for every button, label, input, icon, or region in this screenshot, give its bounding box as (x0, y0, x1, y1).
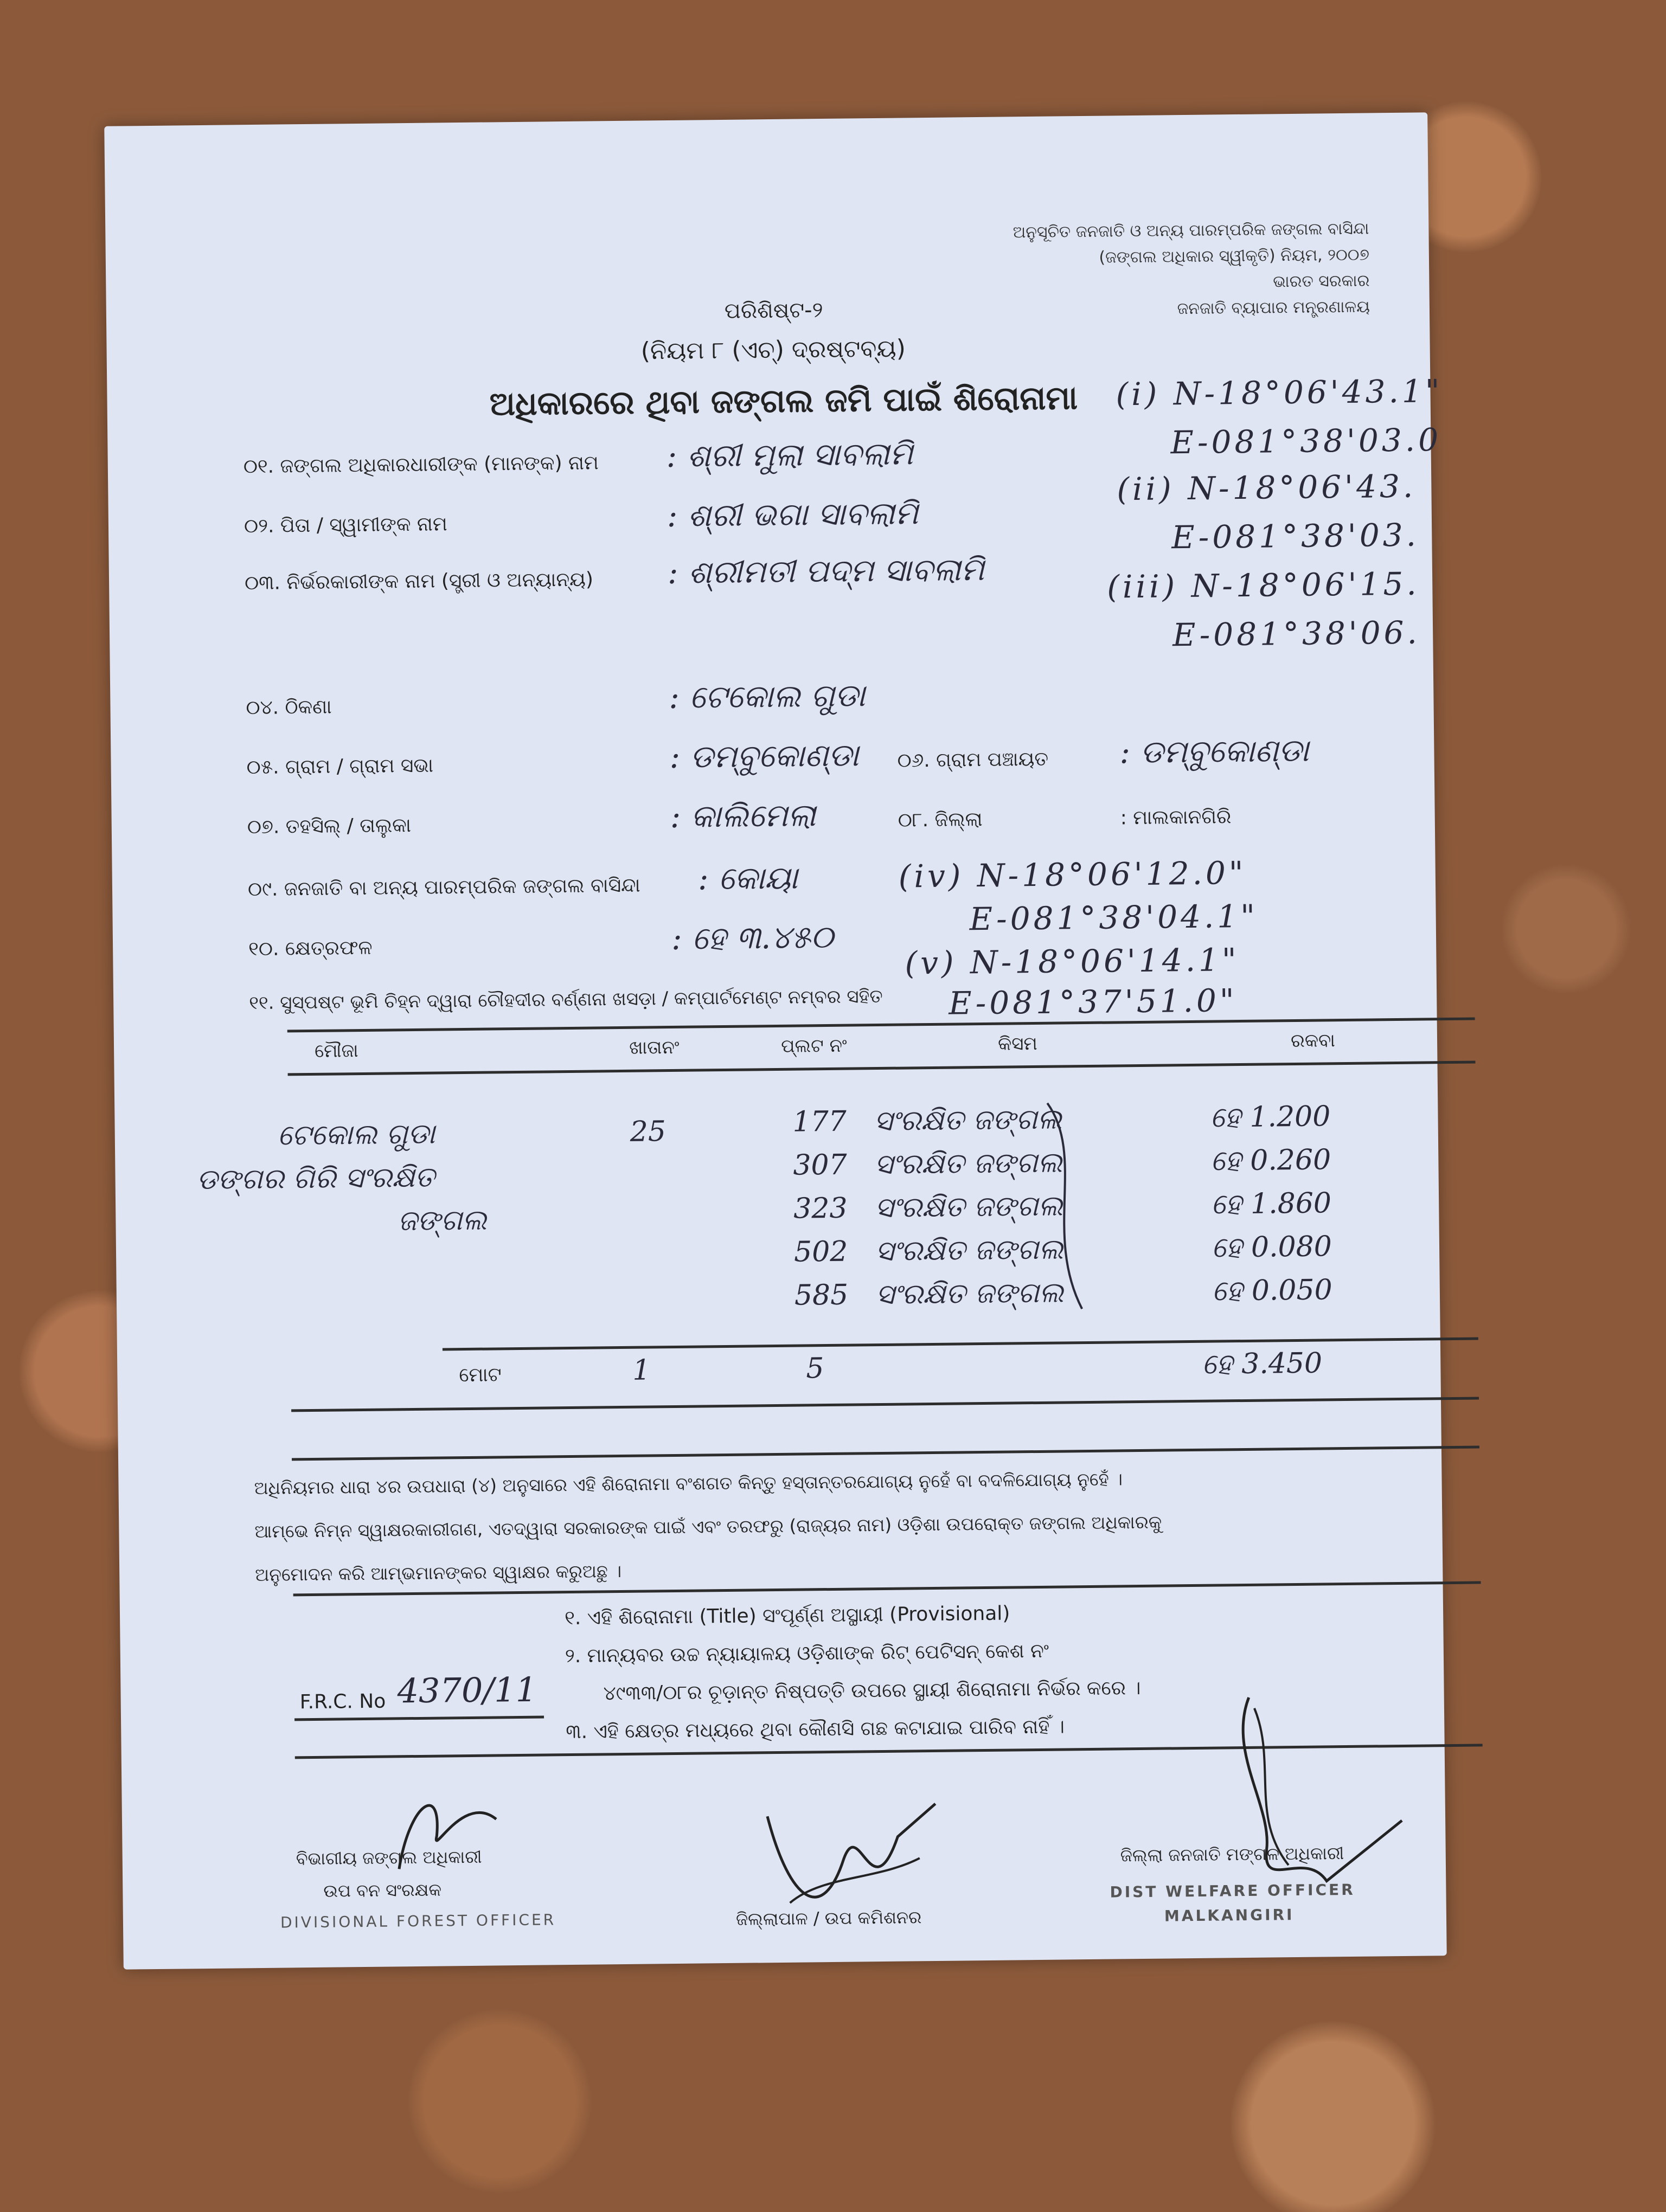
field-village-value: : ଡମ୍ବୁକୋଣ୍ଡା (669, 736, 859, 776)
header-line-2: (ଜଙ୍ଗଲ ଅଧିକାର ସ୍ୱୀକୃତି) ନିୟମ, ୨୦୦୭ (1099, 245, 1370, 267)
declaration-line-2: ଆମ୍ଭେ ନିମ୍ନ ସ୍ୱାକ୍ଷରକାରୀଗଣ, ଏତଦ୍ୱାରା ସରକାରଙ୍କ ପାଇଁ ଏବଂ ତରଫରୁ (ରାଜ୍ୟର ନାମ) ଓଡ଼ିଶା ଉପରୋକ୍ତ ଜଙ୍ଗଲ ଅଧିକାରକୁ (254, 1511, 1162, 1542)
coord-4-east: E-081°38'04.1" (969, 897, 1259, 938)
signatory-dfo-subtitle: ଉପ ବନ ସଂରକ୍ଷକ (323, 1879, 442, 1901)
coord-4-north: (iv) N-18°06'12.0" (898, 854, 1247, 895)
plot-area: ହେ 0.080 (1211, 1230, 1332, 1264)
coord-2-east: E-081°38'03. (1171, 516, 1420, 556)
plot-area: ହେ 0.260 (1210, 1143, 1331, 1178)
plot-kisam: ସଂରକ୍ଷିତ ଜଙ୍ଗଲ (874, 1103, 1062, 1138)
field-tehsil-label: ୦୭. ତହସିଲ୍ / ତାଲୁକା (247, 814, 412, 839)
coord-2-north: (ii) N-18°06'43. (1117, 467, 1417, 508)
mouza-note-2: ଜଙ୍ଗଲ (398, 1204, 487, 1238)
declaration-line-3: ଅନୁମୋଦନ କରି ଆମ୍ଭମାନଙ୍କର ସ୍ୱାକ୍ଷର କରୁଅଛୁ । (255, 1560, 622, 1586)
mouza-value: ଟେକୋଲ ଗୁଡା (277, 1117, 435, 1152)
note-3: ୩. ଏହି କ୍ଷେତ୍ର ମଧ୍ୟରେ ଥିବା କୌଣସି ଗଛ କଟାଯାଇ ପାରିବ ନାହିଁ । (566, 1715, 1065, 1744)
note-2-cont: ୪୯୩୩/୦୮ର ଚୂଡ଼ାନ୍ତ ନିଷ୍ପତ୍ତି ଉପରେ ସ୍ଥାୟୀ ଶିରୋନାମା ନିର୍ଭର କରେ । (603, 1677, 1141, 1705)
mouza-note-1: ଡଙ୍ଗର ଗିରି ସଂରକ୍ଷିତ (196, 1161, 435, 1197)
field-village-label: ୦୫. ଗ୍ରାମ / ଗ୍ରାମ ସଭା (246, 754, 434, 779)
plot-kisam: ସଂରକ୍ଷିତ ଜଙ୍ଗଲ (874, 1189, 1063, 1225)
field-holder-name-value: : ଶ୍ରୀ ମୁଲା ସାବଲାମି (666, 435, 914, 475)
col-header-plot: ପ୍ଲଟ ନଂ (780, 1034, 847, 1057)
field-dependents-value: : ଶ୍ରୀମତୀ ପଦ୍ମ ସାବଲାମି (667, 550, 985, 591)
frc-value: 4370/11 (397, 1669, 537, 1711)
field-dependents-label: ୦୩. ନିର୍ଭରକାରୀଙ୍କ ନାମ (ସ୍ତ୍ରୀ ଓ ଅନ୍ୟାନ୍ୟ) (244, 568, 594, 595)
khata-value: 25 (630, 1115, 667, 1148)
total-khata: 1 (632, 1354, 651, 1387)
coord-5-east: E-081°37'51.0" (948, 982, 1238, 1022)
signatory-dfo-title: ବିଭାଗୀୟ ଜଙ୍ଗଲ ଅଧିକାରୀ (296, 1846, 482, 1869)
annex-label: ପରିଶିଷ୍ଟ-୨ (724, 298, 823, 324)
coord-3-north: (iii) N-18°06'15. (1106, 565, 1420, 606)
col-header-area: ରକବା (1290, 1030, 1336, 1052)
note-2: ୨. ମାନ୍ୟବର ଉଚ୍ଚ ନ୍ୟାୟାଳୟ ଓଡ଼ିଶାଙ୍କ ରିଟ୍ ପେଟିସନ୍ କେଶ ନଂ (565, 1639, 1049, 1668)
rule-reference: (ନିୟମ ୮ (ଏଚ୍) ଦ୍ରଷ୍ଟବ୍ୟ) (640, 335, 906, 365)
header-line-1: ଅନୁସୂଚିତ ଜନଜାତି ଓ ଅନ୍ୟ ପାରମ୍ପରିକ ଜଙ୍ଗଲ ବାସିନ୍ଦା (1013, 219, 1369, 242)
plot-area: ହେ 0.050 (1212, 1274, 1332, 1308)
plot-bracket-scribble (1036, 1091, 1147, 1320)
field-district-label: ୦୮. ଜିଲ୍ଲା (898, 808, 983, 832)
col-header-khata: ଖାତାନଂ (629, 1036, 680, 1059)
field-panchayat-label: ୦୬. ଗ୍ରାମ ପଞ୍ଚାୟତ (897, 748, 1049, 772)
plot-kisam: ସଂରକ୍ଷିତ ଜଙ୍ଗଲ (875, 1276, 1064, 1311)
coord-5-north: (v) N-18°06'14.1" (905, 941, 1240, 982)
plot-area: ହେ 1.200 (1210, 1100, 1331, 1134)
field-father-name-value: : ଶ୍ରୀ ଭଗା ସାବଲାମି (667, 494, 919, 535)
stamp-dfo: DIVISIONAL FOREST OFFICER (280, 1911, 556, 1932)
col-header-kisam: କିସମ (997, 1032, 1038, 1055)
stamp-dwo: DIST WELFARE OFFICER (1110, 1880, 1355, 1901)
field-district-value: : ମାଲକାନଗିରି (1120, 806, 1232, 829)
stamp-dwo-district: MALKANGIRI (1164, 1906, 1295, 1925)
header-line-3: ଭାରତ ସରକାର (1273, 271, 1370, 292)
coord-1-east: E-081°38'03.0 (1170, 421, 1442, 461)
coord-1-north: (i) N-18°06'43.1" (1116, 372, 1443, 413)
declaration-top-rule (292, 1445, 1479, 1461)
table-bottom-rule (291, 1397, 1479, 1412)
plot-kisam: ସଂରକ୍ଷିତ ଜଙ୍ଗଲ (875, 1233, 1063, 1268)
note-1: ୧. ଏହି ଶିରୋନାମା (Title) ସଂପୂର୍ଣ୍ଣ ଅସ୍ଥାୟୀ (Provisional) (564, 1602, 1010, 1630)
plot-number: 585 (794, 1278, 849, 1312)
field-holder-name-label: ୦୧. ଜଙ୍ଗଲ ଅଧିକାରଧାରୀଙ୍କ (ମାନଙ୍କ) ନାମ (243, 452, 599, 478)
field-tehsil-value: : କାଲିମେଲା (670, 796, 816, 835)
col-header-mouza: ମୌଜା (314, 1040, 358, 1062)
plot-number: 177 (792, 1105, 847, 1139)
plot-kisam: ସଂରକ୍ଷିତ ଜଙ୍ଗଲ (874, 1146, 1063, 1181)
field-address-value: : ଟେକୋଲ ଗୁଡା (668, 677, 866, 716)
signature-dwo (1184, 1685, 1414, 1915)
field-area-value: : ହେ ୩.୪୫୦ (671, 918, 834, 957)
frc-label: F.R.C. No (299, 1690, 386, 1714)
signatory-dwo-title: ଜିଲ୍ଲା ଜନଜାତି ମଙ୍ଗଳ ଅଧିକାରୀ (1120, 1843, 1344, 1866)
plot-number: 502 (793, 1235, 848, 1269)
table-header-rule (288, 1060, 1476, 1076)
total-area: ହେ 3.450 (1201, 1347, 1323, 1381)
notes-mid-rule (294, 1716, 544, 1721)
forest-title-document (104, 112, 1446, 1969)
field-father-name-label: ୦୨. ପିତା / ସ୍ୱାମୀଙ୍କ ନାମ (244, 513, 448, 538)
plot-number: 323 (793, 1192, 848, 1225)
plot-number: 307 (793, 1148, 847, 1182)
field-tribe-value: : କୋୟା (697, 859, 798, 897)
plot-area: ହେ 1.860 (1210, 1187, 1332, 1221)
field-address-label: ୦୪. ଠିକଣା (246, 696, 332, 719)
field-boundary-label: ୧୧. ସୁସ୍ପଷ୍ଟ ଭୂମି ଚିହ୍ନ ଦ୍ୱାରା ଚୌହଦୀର ବର୍ଣ୍ଣନା ଖସଡ଼ା / କମ୍ପାର୍ଟମେଣ୍ଟ ନମ୍ବର ସହିତ (249, 985, 883, 1014)
total-label: ମୋଟ (459, 1364, 502, 1387)
signatory-collector-title: ଜିଲ୍ଲାପାଳ / ଉପ କମିଶନର (735, 1907, 922, 1930)
field-area-label: ୧୦. କ୍ଷେତ୍ରଫଳ (248, 936, 373, 961)
table-total-top-rule (443, 1337, 1478, 1351)
field-tribe-label: ୦୯. ଜନଜାତି ବା ଅନ୍ୟ ପାରମ୍ପରିକ ଜଙ୍ଗଲ ବାସିନ୍ଦା (247, 874, 640, 901)
coord-3-east: E-081°38'06. (1172, 614, 1421, 654)
header-line-4: ଜନଜାତି ବ୍ୟାପାର ମନ୍ତ୍ରଣାଳୟ (1177, 297, 1370, 319)
total-plots: 5 (806, 1352, 824, 1385)
document-title: ଅଧିକାରରେ ଥିବା ଜଙ୍ଗଲ ଜମି ପାଇଁ ଶିରୋନାମା (489, 379, 1078, 423)
field-panchayat-value: : ଡମ୍ବୁକୋଣ୍ଡା (1119, 731, 1309, 771)
declaration-line-1: ଅଧିନିୟମର ଧାରା ୪ର ଉପଧାରା (୪) ଅନୁସାରେ ଏହି ଶିରୋନାମା ବଂଶଗତ କିନ୍ତୁ ହସ୍ତାନ୍ତରଯୋଗ୍ୟ ନୁହେଁ ବା ବଦଳିଯୋଗ୍ୟ ନୁହେଁ । (254, 1468, 1123, 1499)
header-ministry-block (1013, 216, 1370, 324)
